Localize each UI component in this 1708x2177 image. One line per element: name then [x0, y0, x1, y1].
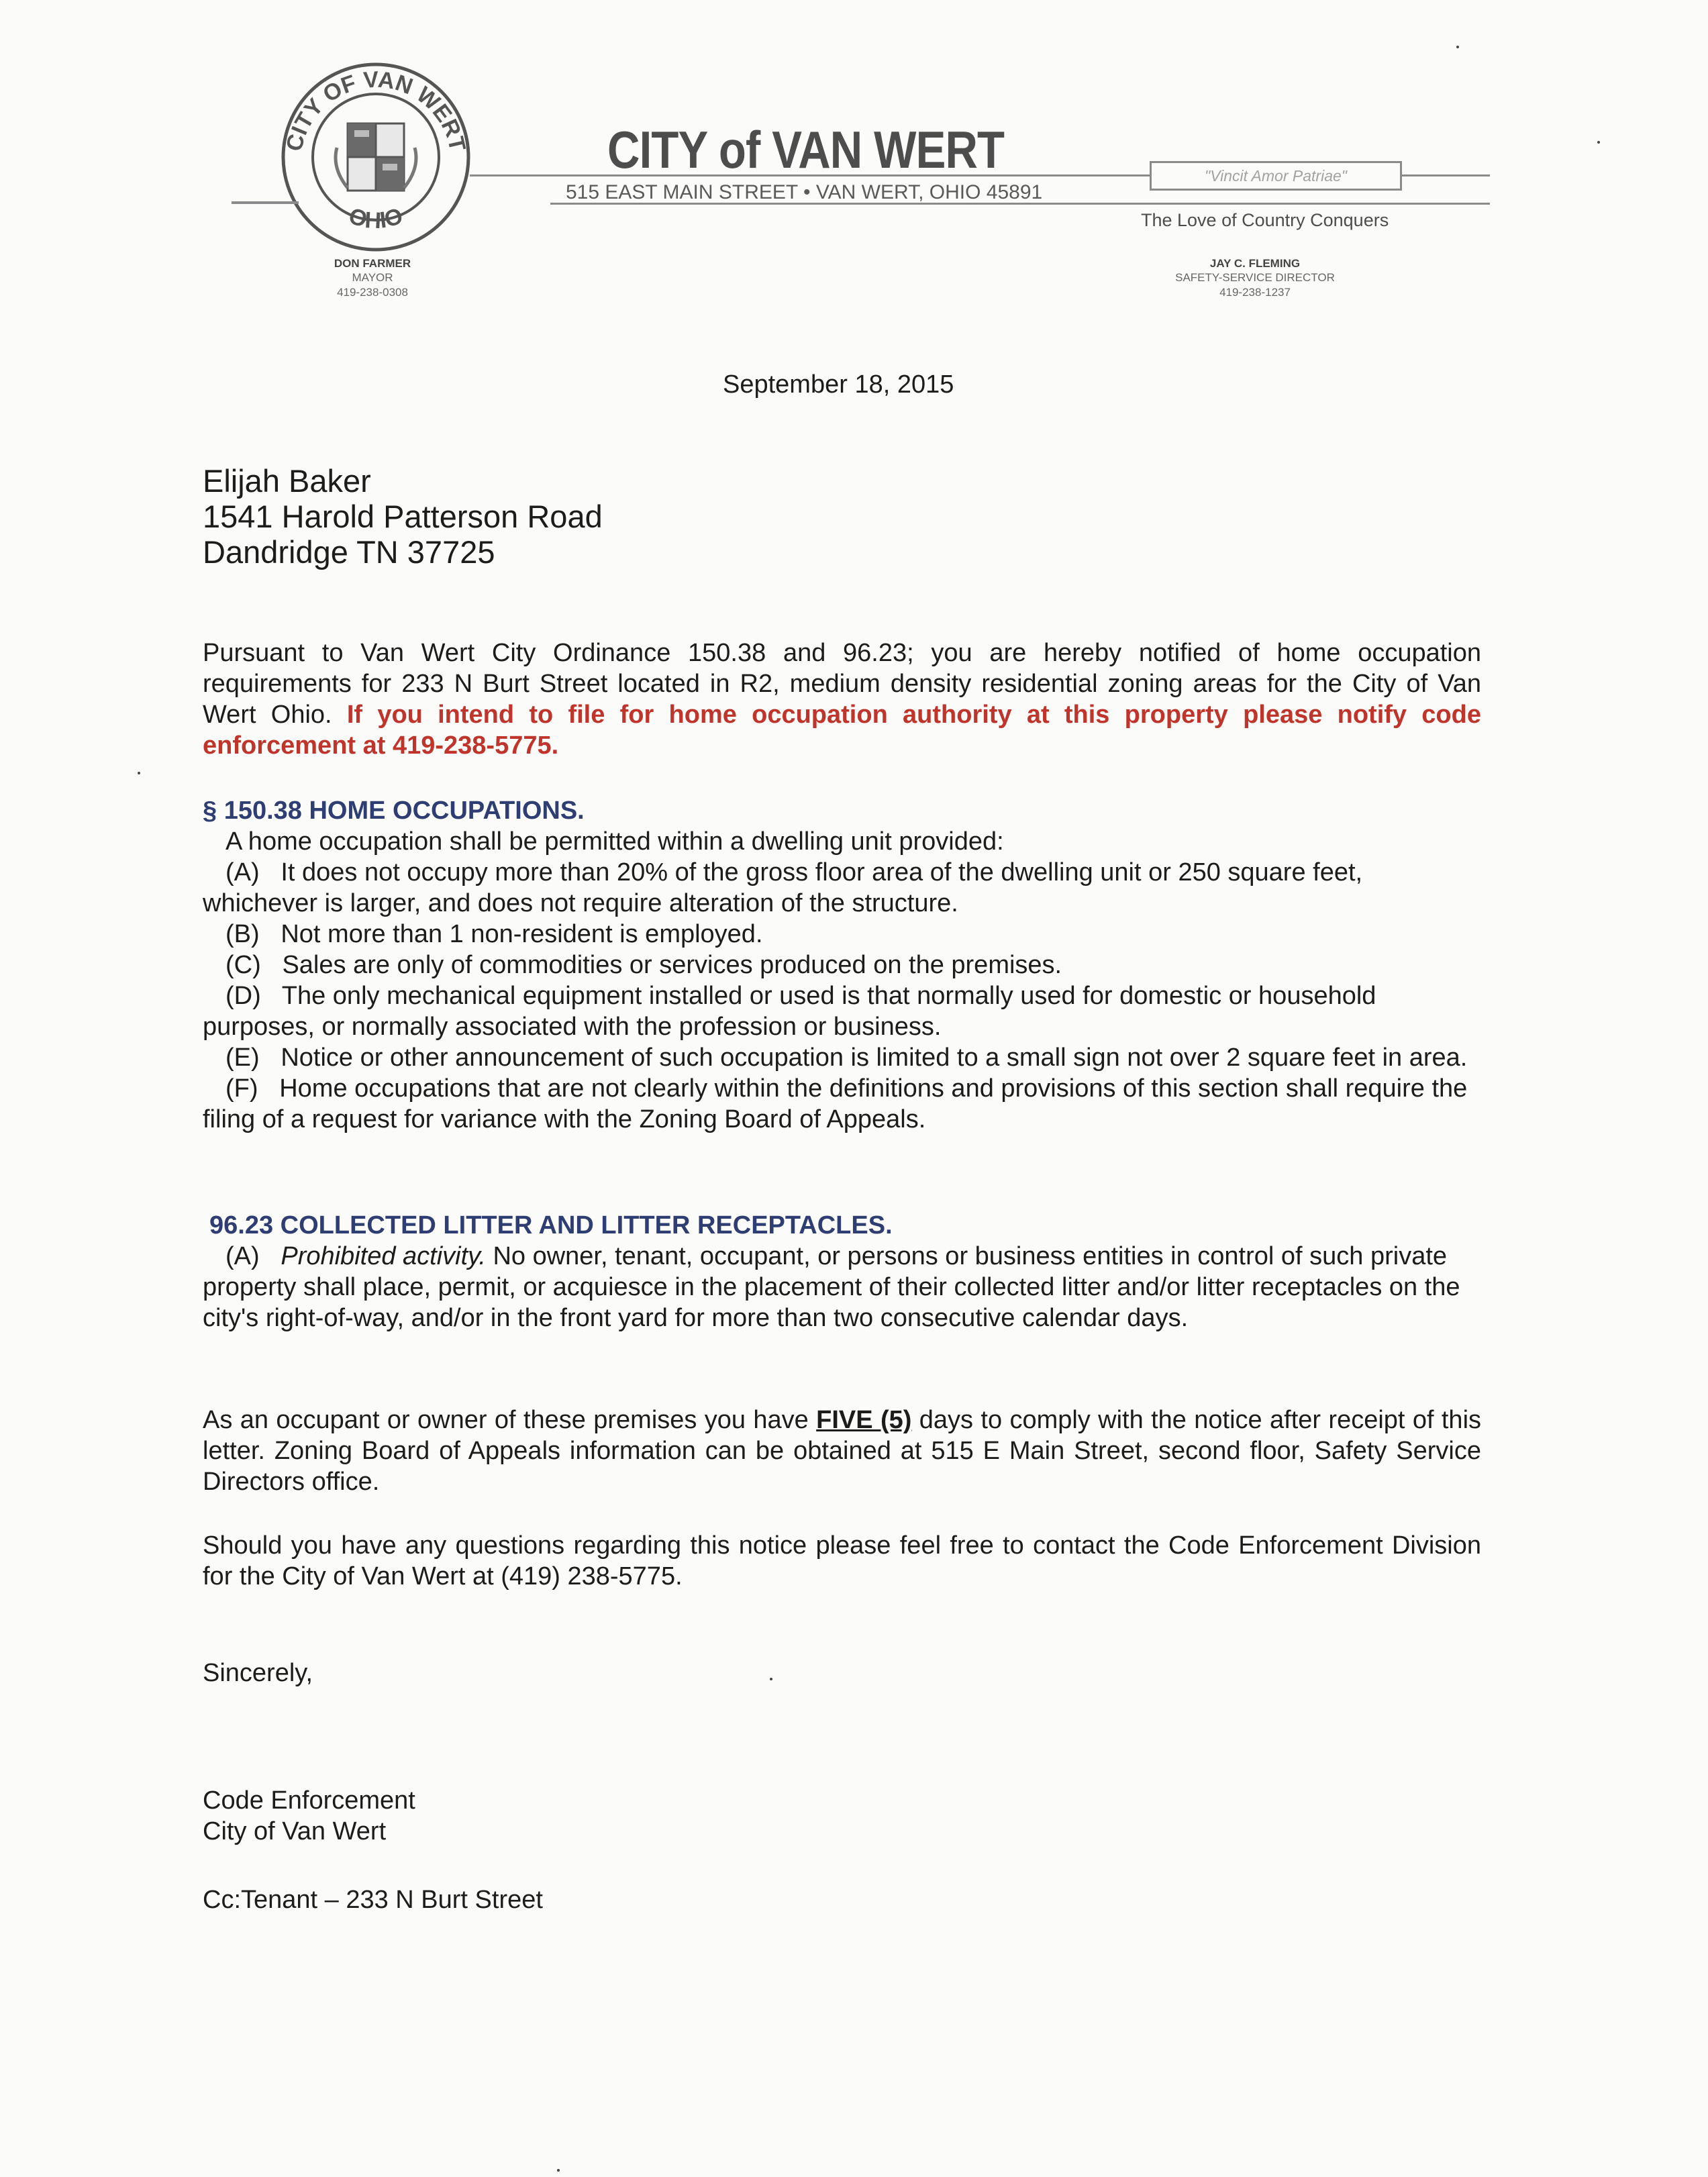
scan-speck [138, 772, 140, 774]
section-96-23 [203, 1210, 1481, 1333]
section-150-item: (A) It does not occupy more than 20% of the gross floor area of the dwelling unit or 250 square feet, whichever is larger, and does not require alteration of the structure. [203, 858, 1363, 917]
intro-paragraph [203, 638, 1481, 761]
questions-paragraph: Should you have any questions regarding this notice please feel free to contact the Code Enforcement Division for the City of Van Wert at (419) 238-5775. [203, 1531, 1481, 1590]
letter-date: September 18, 2015 [723, 370, 954, 399]
signature-line-2: City of Van Wert [203, 1817, 387, 1845]
intro-notice: If you intend to file for home occupation authority at this property please notify code enforcement at 419-238-5775. [203, 701, 1481, 760]
director-block [1154, 256, 1356, 299]
section-150-heading: § 150.38 HOME OCCUPATIONS. [203, 797, 585, 825]
recipient-name: Elijah Baker [203, 463, 371, 499]
city-seal-logo [281, 62, 472, 253]
section-96-item: (A) Prohibited activity. No owner, tenant, occupant, or persons or business entities in control of such private property shall place, permit, or acquiesce in the placement of their collected litter and/or litter receptacles on the city's right-of-way, and/or in the front yard for more than two consecutive calendar days. [203, 1242, 1460, 1332]
scan-speck [770, 1678, 772, 1680]
mayor-role: MAYOR [352, 271, 393, 285]
scan-speck [1597, 141, 1600, 144]
section-96-heading: 96.23 COLLECTED LITTER AND LITTER RECEPTACLES. [209, 1211, 893, 1239]
closing: Sincerely, [203, 1659, 313, 1687]
section-150-item: (D) The only mechanical equipment installed or used is that normally used for domestic or household purposes, or normally associated with the profession or business. [203, 982, 1376, 1041]
city-address: 515 EAST MAIN STREET • VAN WERT, OHIO 45891 [566, 181, 1043, 203]
section-150-38 [203, 795, 1481, 1135]
signature-block [203, 1785, 415, 1847]
svg-text:OHIO: OHIO [346, 203, 406, 234]
motto-banner [1150, 161, 1402, 191]
section-150-lead: A home occupation shall be permitted within a dwelling unit provided: [225, 827, 1004, 856]
motto-latin: "Vincit Amor Patriae" [1205, 166, 1347, 185]
intro-text: Pursuant to Van Wert City Ordinance 150.38 and 96.23; you are hereby notified of home occupation requirements for 233 N Burt Street located in R2, medium density residential zoning areas for the City of Van Wert Ohio. [203, 639, 1481, 729]
recipient-street: 1541 Harold Patterson Road [203, 499, 603, 534]
scan-speck [1456, 46, 1459, 48]
cc-line: Cc:Tenant – 233 N Burt Street [203, 1886, 543, 1914]
section-150-item: (C) Sales are only of commodities or services produced on the premises. [225, 951, 1062, 979]
section-150-item: (F) Home occupations that are not clearly within the definitions and provisions of this section shall require the filing of a request for variance with the Zoning Board of Appeals. [203, 1074, 1468, 1133]
recipient-address [203, 463, 603, 570]
mayor-name: DON FARMER [334, 257, 411, 270]
director-phone: 419-238-1237 [1219, 285, 1291, 299]
mayor-block [295, 256, 450, 299]
section-96-italic-title: Prohibited activity. [281, 1242, 486, 1270]
section-150-item: (B) Not more than 1 non-resident is employed. [225, 920, 763, 948]
section-150-item: (E) Notice or other announcement of such occupation is limited to a small sign not over 2 square feet in area. [225, 1044, 1468, 1072]
letterhead-rule-left [232, 201, 299, 204]
compliance-paragraph: As an occupant or owner of these premises you have FIVE (5) days to comply with the notice after receipt of this letter. Zoning Board of Appeals information can be obtained at 515 E Main Street, second floor, Safety Service Directors office. [203, 1406, 1482, 1496]
compliance-days-emphasis: FIVE (5) [816, 1406, 912, 1434]
svg-text:CITY OF VAN WERT: CITY OF VAN WERT [281, 66, 470, 154]
city-name-title: CITY of VAN WERT [607, 120, 1005, 179]
director-role: SAFETY-SERVICE DIRECTOR [1175, 271, 1335, 285]
signature-line-1: Code Enforcement [203, 1786, 415, 1815]
mayor-phone: 419-238-0308 [337, 285, 408, 299]
director-name: JAY C. FLEMING [1209, 257, 1301, 270]
scan-speck [557, 2169, 560, 2172]
recipient-city: Dandridge TN 37725 [203, 534, 495, 570]
motto-english: The Love of Country Conquers [1141, 210, 1389, 230]
